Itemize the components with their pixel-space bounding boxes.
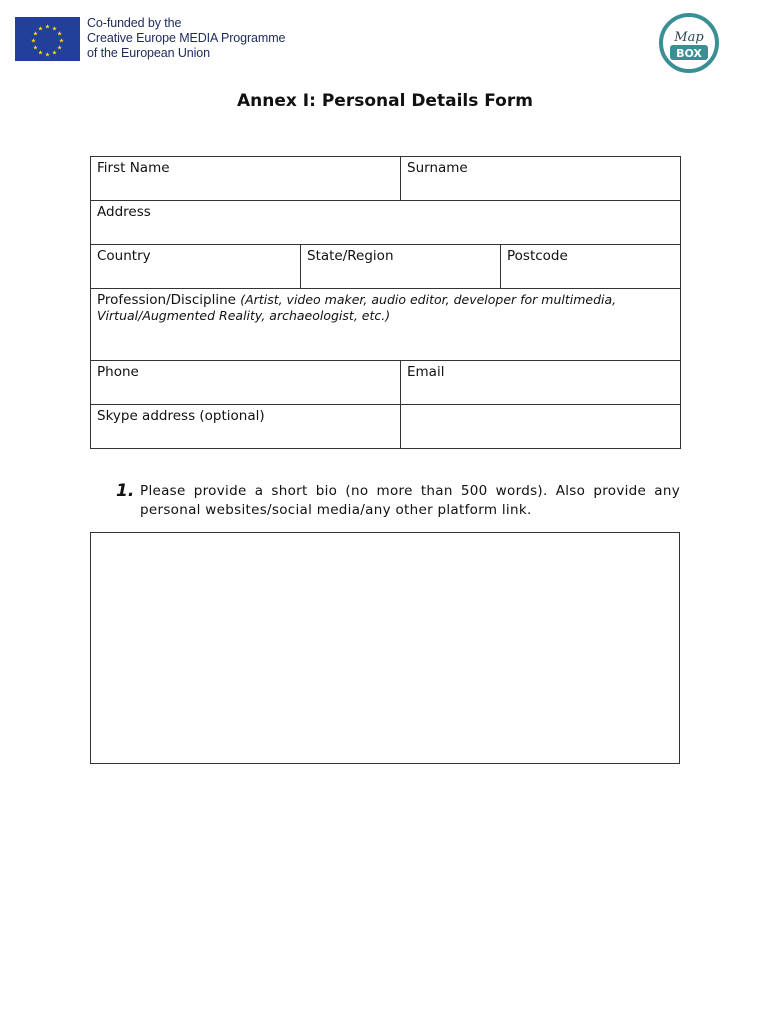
country-label: Country [97,248,151,264]
svg-text:★: ★ [51,25,58,33]
phone-label: Phone [97,364,139,380]
profession-label: Profession/Discipline [97,292,236,308]
funding-line-2: Creative Europe MEDIA Programme [87,31,286,45]
svg-text:★: ★ [44,51,51,59]
surname-label: Surname [407,160,468,176]
svg-text:★: ★ [56,30,63,38]
first-name-label: First Name [97,160,170,176]
svg-text:★: ★ [44,23,51,31]
page-title: Annex I: Personal Details Form [237,91,533,111]
eu-funding-block [15,17,285,63]
question-1 [116,482,680,520]
svg-text:★: ★ [32,44,39,52]
state-region-field[interactable] [301,245,501,289]
skype-input-cell[interactable] [401,405,681,449]
eu-flag-icon [15,17,80,61]
profession-hint: (Artist, video maker, audio editor, developer for multimedia, Virtual/Augmented Reality, archaeologist, etc.) [97,292,617,323]
surname-field[interactable] [401,157,681,201]
funding-line-1: Co-funded by the [87,16,182,30]
postcode-label: Postcode [507,248,568,264]
first-name-field[interactable] [91,157,401,201]
bio-answer-box[interactable] [90,532,680,764]
skype-label: Skype address (optional) [97,408,265,424]
country-field[interactable] [91,245,301,289]
email-field[interactable] [401,361,681,405]
logo-text-top: Map [674,30,704,45]
logo-text-bottom: BOX [676,47,702,60]
svg-text:★: ★ [32,30,39,38]
postcode-field[interactable] [501,245,681,289]
svg-text:★: ★ [51,49,58,57]
svg-text:★: ★ [37,49,44,57]
mapbox-logo [658,12,720,74]
address-field[interactable] [91,201,681,245]
svg-text:★: ★ [30,37,37,45]
profession-field[interactable] [91,289,681,361]
phone-field[interactable] [91,361,401,405]
question-text: Please provide a short bio (no more than 500 words). Also provide any personal websites/social media/any other platform link. [140,483,680,518]
svg-text:★: ★ [58,37,65,45]
state-region-label: State/Region [307,248,394,264]
address-label: Address [97,204,151,220]
email-label: Email [407,364,445,380]
svg-text:★: ★ [56,44,63,52]
funding-statement [87,16,285,61]
personal-details-table [90,156,681,449]
funding-line-3: of the European Union [87,46,210,60]
svg-text:★: ★ [37,25,44,33]
skype-label-cell [91,405,401,449]
question-number: 1. [116,481,135,501]
